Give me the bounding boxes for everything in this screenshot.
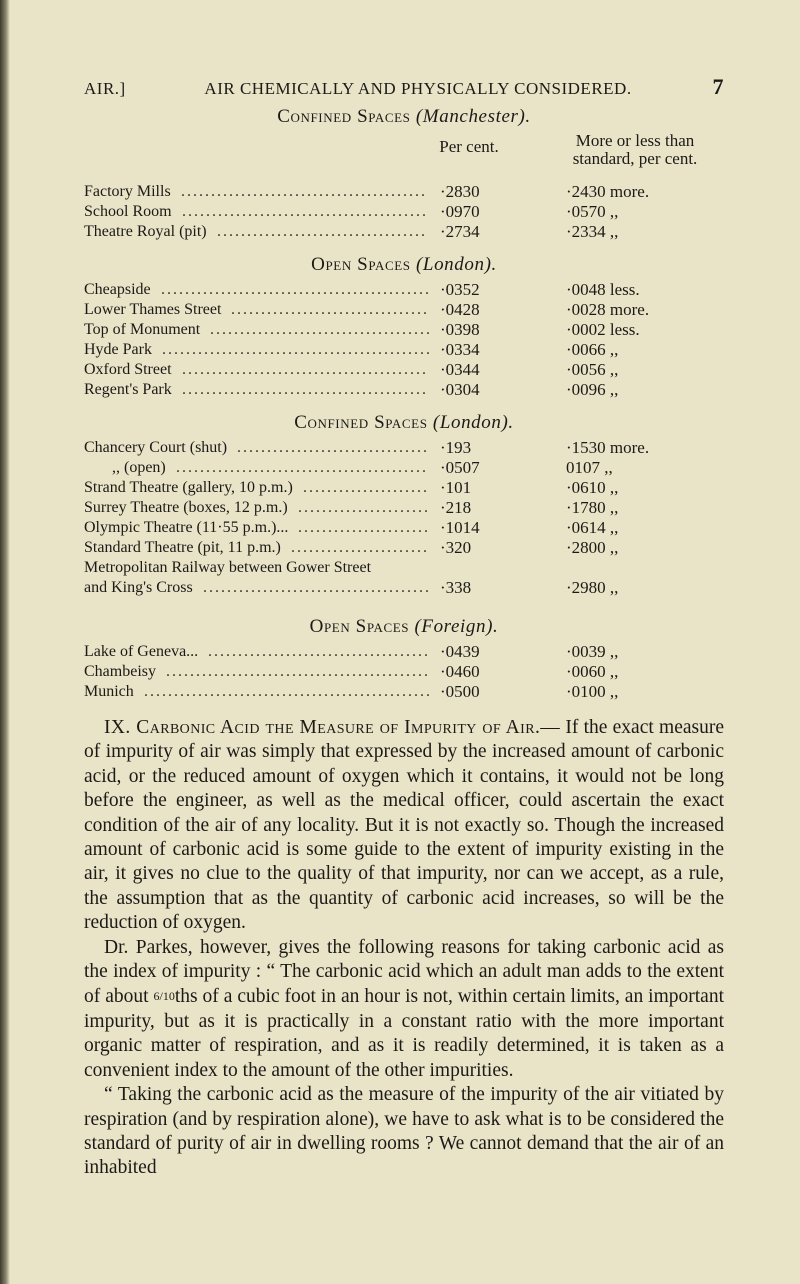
parkes-paragraph: [84, 936, 724, 1083]
section-heading-label: Confined Spaces: [294, 412, 428, 433]
row-place: Lower Thames Street: [84, 301, 222, 318]
running-head: [84, 74, 724, 102]
leader-dots: .........................................: [182, 361, 428, 378]
section-heading-label: Confined Spaces: [277, 106, 411, 127]
section-heading-place: (London).: [415, 254, 497, 275]
row-comparison: ·1780 ,,: [566, 498, 619, 517]
section-heading-place: (London).: [432, 412, 514, 433]
row-place: and King's Cross: [84, 579, 193, 596]
row-place: Chambeisy: [84, 663, 156, 680]
row-comparison: ·0028 more.: [566, 300, 650, 319]
row-comparison: ·0056 ,,: [566, 360, 619, 379]
row-comparison: ·0039 ,,: [566, 642, 619, 661]
row-place: Oxford Street: [84, 361, 172, 378]
leader-dots: ......................: [298, 499, 430, 516]
column-headers: [84, 132, 724, 182]
row-place: Hyde Park: [84, 341, 152, 358]
row-percent: ·2830: [440, 182, 480, 201]
row-comparison: 0107 ,,: [566, 458, 613, 477]
row-comparison: ·0096 ,,: [566, 380, 619, 399]
table-row: [84, 642, 724, 662]
row-percent: ·0304: [440, 380, 480, 399]
section-heading-place: (Foreign).: [414, 616, 499, 637]
row-percent: ·0334: [440, 340, 480, 359]
leader-dots: ................................: [237, 439, 429, 456]
table-row: [84, 340, 724, 360]
row-percent: ·0507: [440, 458, 480, 477]
table-row: [84, 682, 724, 702]
row-place: Factory Mills: [84, 183, 171, 200]
table-row: [84, 222, 724, 242]
row-percent: ·0500: [440, 682, 480, 701]
comparison-header-line1: More or less than: [575, 131, 695, 150]
page-number: 7: [712, 74, 724, 99]
section-heading-label: Open Spaces: [311, 254, 411, 275]
section-heading: [84, 612, 724, 642]
row-comparison: ·0614 ,,: [566, 518, 619, 537]
section-heading-label: Open Spaces: [309, 616, 410, 637]
row-place: Top of Monument: [84, 321, 201, 338]
table-row: [84, 558, 724, 578]
section-heading: [84, 102, 724, 132]
leader-dots: ................................................: [144, 683, 432, 700]
leader-dots: ..........................................: [176, 459, 428, 476]
row-comparison: ·1530 more.: [566, 438, 650, 457]
row-comparison: ·2334 ,,: [566, 222, 619, 241]
table-row: [84, 498, 724, 518]
table-section: [84, 438, 724, 598]
table-row: [84, 320, 724, 340]
row-percent: ·218: [440, 498, 472, 517]
row-place: Standard Theatre (pit, 11 p.m.): [84, 539, 281, 556]
table-row: [84, 518, 724, 538]
leader-dots: .................................: [231, 301, 429, 318]
row-percent: ·193: [440, 438, 472, 457]
row-comparison: ·0060 ,,: [566, 662, 619, 681]
leader-dots: ............................................: [166, 663, 430, 680]
row-percent: ·0439: [440, 642, 480, 661]
row-comparison: ·0610 ,,: [566, 478, 619, 497]
row-comparison: ·0048 less.: [566, 280, 640, 299]
row-percent: ·2734: [440, 222, 480, 241]
row-comparison: ·0570 ,,: [566, 202, 619, 221]
row-percent: ·0344: [440, 360, 480, 379]
row-place: Lake of Geneva...: [84, 643, 199, 660]
leader-dots: ...................................: [217, 223, 427, 240]
row-place: Surrey Theatre (boxes, 12 p.m.): [84, 499, 288, 516]
parkes-text-after: ths of a cubic foot in an hour is not, within certain limits, an important impurity, but as it is practically in a constant ratio with the more important organic matter of respiration, and as it is readily determined, it is taken as a convenient index to the amount of the other impurities.: [84, 986, 724, 1081]
leader-dots: .....................................: [208, 643, 430, 660]
leader-dots: .........................................: [182, 203, 428, 220]
row-percent: ·0352: [440, 280, 480, 299]
row-place: ,, (open): [112, 459, 166, 476]
section-heading-place: (Manchester).: [415, 106, 531, 127]
table-row: [84, 438, 724, 458]
row-percent: ·0398: [440, 320, 480, 339]
row-comparison: ·2980 ,,: [566, 578, 619, 597]
section-ix-text: If the exact measure of impurity of air was simply that expressed by the increased amount of carbonic acid, or the reduced amount of oxygen which it contains, it would not be long before the engineer, as well as the medical officer, could ascertain the exact condition of the air of any locality. But it is not exactly so. Though the increased amount of carbonic acid is some guide to the extent of impurity existing in the air, it gives no clue to the quality of that impurity, nor can we accept, as a rule, the assumption that as the quantity of carbonic acid increases, so will be the reduction of oxygen.: [84, 717, 724, 934]
running-head-section: AIR.]: [84, 79, 126, 98]
row-place: Regent's Park: [84, 381, 172, 398]
row-place: Olympic Theatre (11·55 p.m.)...: [84, 519, 289, 536]
parkes-text-before: Dr. Parkes, however, gives the following reasons for taking carbonic acid as the index of impurity : “ The carbonic acid which an adult man adds to the extent of about: [84, 936, 724, 1008]
table-section: [84, 642, 724, 702]
row-place: School Room: [84, 203, 172, 220]
fraction: 6/10: [153, 989, 175, 1004]
row-comparison: ·0100 ,,: [566, 682, 619, 701]
row-percent: ·0428: [440, 300, 480, 319]
leader-dots: .............................................: [161, 281, 431, 298]
row-place: Metropolitan Railway between Gower Street: [84, 559, 372, 576]
taking-paragraph: “ Taking the carbonic acid as the measure of the impurity of the air vitiated by respiration (and by respiration alone), we have to ask what is to be considered the standard of purity of air in dwelling rooms ? We cannot demand that the air of an inhabited: [84, 1084, 724, 1179]
leader-dots: ......................................: [203, 579, 431, 596]
leader-dots: .....................................: [210, 321, 432, 338]
table-row: [84, 538, 724, 558]
table-row: [84, 478, 724, 498]
table-row: [84, 380, 724, 400]
row-comparison: ·0002 less.: [566, 320, 640, 339]
per-cent-header: Per cent.: [439, 137, 499, 156]
table-row: [84, 280, 724, 300]
row-comparison: ·0066 ,,: [566, 340, 619, 359]
row-comparison: ·2800 ,,: [566, 538, 619, 557]
row-place: Chancery Court (shut): [84, 439, 228, 456]
leader-dots: ......................: [298, 519, 430, 536]
comparison-header: [546, 132, 724, 168]
leader-dots: .........................................: [181, 183, 427, 200]
table-row: [84, 458, 724, 478]
row-place: Munich: [84, 683, 134, 700]
section-heading: [84, 408, 724, 438]
section-ix-paragraph: [84, 716, 724, 936]
table-row: [84, 578, 724, 598]
row-percent: ·0970: [440, 202, 480, 221]
row-place: Cheapside: [84, 281, 151, 298]
row-percent: ·1014: [440, 518, 480, 537]
leader-dots: .......................: [291, 539, 429, 556]
row-place: Theatre Royal (pit): [84, 223, 207, 240]
row-percent: ·338: [440, 578, 472, 597]
leader-dots: .....................: [303, 479, 429, 496]
row-percent: ·101: [440, 478, 472, 497]
row-percent: ·320: [440, 538, 472, 557]
table-row: [84, 360, 724, 380]
section-ix-heading: IX. Carbonic Acid the Measure of Impurity of Air.—: [104, 717, 561, 738]
table-section: [84, 280, 724, 400]
table-row: [84, 202, 724, 222]
row-place: Strand Theatre (gallery, 10 p.m.): [84, 479, 293, 496]
leader-dots: .........................................: [182, 381, 428, 398]
row-percent: ·0460: [440, 662, 480, 681]
table-row: [84, 300, 724, 320]
leader-dots: .............................................: [162, 341, 432, 358]
row-comparison: ·2430 more.: [566, 182, 650, 201]
section-heading: [84, 250, 724, 280]
running-head-title: AIR CHEMICALLY AND PHYSICALLY CONSIDERED.: [204, 79, 632, 98]
comparison-header-line2: standard, per cent.: [572, 149, 698, 168]
book-spine-edge: [0, 0, 10, 1284]
table-row: [84, 662, 724, 682]
table-section: [84, 182, 724, 242]
page: [84, 74, 724, 1181]
table-row: [84, 182, 724, 202]
